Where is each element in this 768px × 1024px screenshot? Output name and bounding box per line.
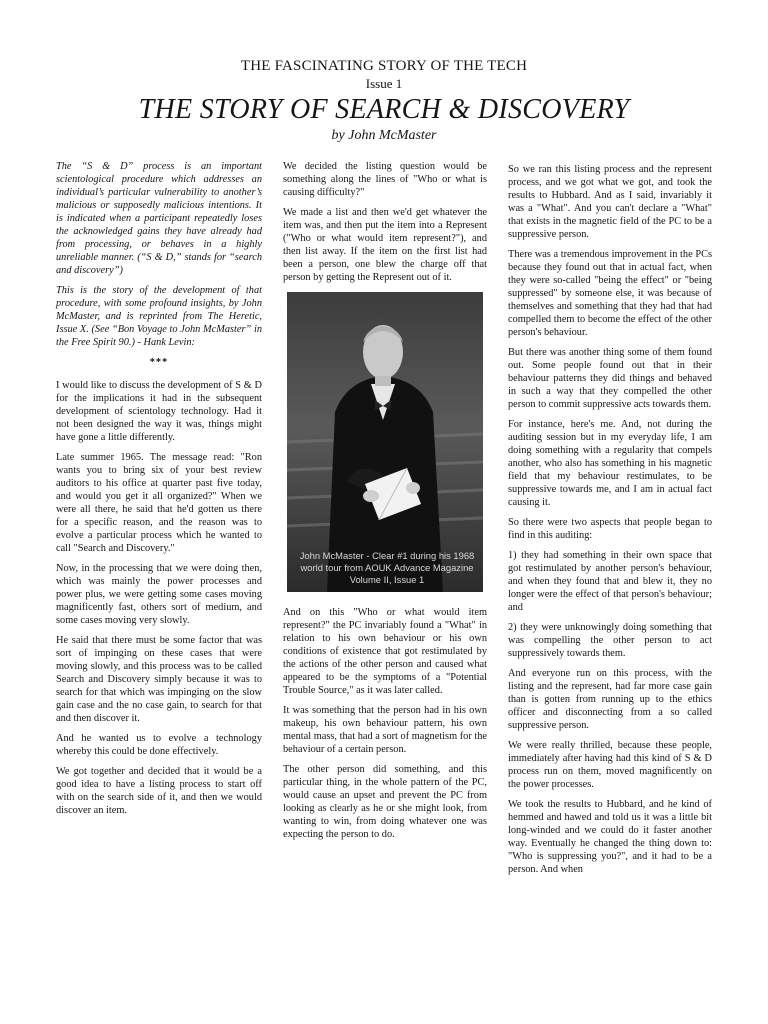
author-photo (287, 292, 483, 592)
paragraph: So we ran this listing process and the represent process, and we got what we got, and took the results to Hubbard. And as I said, invariably it was a "What". And you can't declare a "What" that exists in the magnetic field of the PC to be a suppressive person. (508, 164, 712, 240)
paragraph: There was a tremendous improvement in the PCs because they found out that in actual fact, when they were so-called "being the effect" or "being suppressed" by someone else, it was because of themselves and something that they had that had compelled them to become the effect of the other person's behaviour. (508, 249, 712, 338)
paragraph: And everyone run on this process, with the listing and the represent, had far more case gain than is gotten from running up to the ethics officer and disconnecting from a so called suppressive person. (508, 668, 712, 731)
paragraph: And on this "Who or what would item represent?" the PC invariably found a "What" in relation to his own behaviour or his own conditions of existence that got restimulated by the actions of the other person and caused what appeared to be the symptoms of a "Potential Trouble Source," as it was later called. (283, 607, 487, 696)
paragraph: We got together and decided that it would be a good idea to have a listing process to start off with on the search side of it, and then we would discover an item. (56, 766, 262, 816)
column-2 (283, 160, 487, 848)
intro-paragraph: The “S & D” process is an important scientological procedure which addresses an individual’s particular vulnerability to another’s malicious or supposedly malicious intentions. It is indicated when a participant repeatedly loses the acknowledged gains they have already had from processing, or behaves in a highly unreliable manner. (“S & D,” stands for “search and discovery”) (56, 161, 262, 276)
paragraph: He said that there must be some factor that was sort of impinging on these cases that were moving slowly, and this process was to be called Search and Discovery simply because it was to search for that which was impinging on the slow gain case and the no case gain, to search for that and then discover it. (56, 635, 262, 724)
paragraph: 1) they had something in their own space that got restimulated by another person's behaviour, and when they found that and blew it, they no longer were the effect of that person's behaviour; and (508, 550, 712, 613)
paragraph: The other person did something, and this particular thing, in the whole pattern of the PC, would cause an upset and prevent the PC from looking as clearly as he or she might look, from wanting to win, from doing whatever one was expecting the person to do. (283, 764, 487, 840)
paragraph: We made a list and then we'd get whatever the item was, and then put the item into a Represent ("Who or what would item represent?"), and then list away. If the item on the first list had been a person, one blew the charge off that person by getting the Represent out of it. (283, 207, 487, 283)
column-1 (56, 160, 262, 824)
issue-label: Issue 1 (365, 76, 403, 91)
paragraph: Late summer 1965. The message read: "Ron wants you to bring six of your best review auditors to his office at quarter past five today, and would you get it all organized?" When we were all there, he said that he'd gotten us there for a specific reason, and the reason was to evolve a particular process which he wanted to call "Search and Discovery." (56, 452, 262, 554)
paragraph: It was something that the person had in his own makeup, his own behaviour pattern, his own mental mass, that had a sort of magnetism for the behaviour of a certain person. (283, 705, 487, 755)
article-title: THE STORY OF SEARCH & DISCOVERY (138, 94, 630, 125)
photo-illustration (287, 292, 483, 592)
section-separator: *** (149, 357, 169, 368)
paragraph: And he wanted us to evolve a technology whereby this could be done effectively. (56, 733, 262, 757)
paragraph: But there was another thing some of them found out. Some people found out that in their behaviour patterns they did things and behaved in such a way that they compelled the other person to commit suppressive acts towards them. (508, 347, 712, 410)
paragraph: We were really thrilled, because these people, immediately after having had this kind of S & D process run on them, moved magnificently on the power processes. (508, 740, 712, 790)
paragraph: I would like to discuss the development of S & D for the implications it had in the subsequent development of scientology technology. Had it not been designed the way it was, things might have gone a little differently. (56, 380, 262, 443)
editor-note: This is the story of the development of that procedure, with some profound insights, by John McMaster, and is reprinted from The Heretic, Issue X. (See “Bon Voyage to John McMaster” in the Free Spirit 90.) - Hank Levin: (56, 285, 262, 348)
paragraph: We took the results to Hubbard, and he kind of hemmed and hawed and told us it was a little bit long-winded and we could do it faster another way. Eventually he changed the thing down to: "Who is suppressing you?", and it had to be a person. And when (508, 799, 712, 875)
paragraph: 2) they were unknowingly doing something that was compelling the other person to act suppressively towards them. (508, 622, 712, 659)
byline: by John McMaster (331, 128, 437, 143)
paragraph: So there were two aspects that people began to find in this auditing: (508, 517, 712, 541)
series-title: THE FASCINATING STORY OF THE TECH (240, 58, 528, 74)
paragraph: Now, in the processing that we were doing then, which was mainly the power processes and power plus, we were getting some cases moving magnificently fast, others sort of medium, and some cases moving very slowly. (56, 563, 262, 626)
column-3 (508, 163, 712, 883)
paragraph: For instance, here's me. And, not during the auditing session but in my everyday life, I am doing something with a regularity that compels another, who also has something in his magnetic field that my behaviour restimulates, to be suppressive towards me, and I am in actual fact causing it. (508, 419, 712, 508)
photo-caption: John McMaster - Clear #1 during his 1968 world tour from AOUK Advance Magazine Volume II, Issue 1 (299, 550, 475, 585)
paragraph: We decided the listing question would be something along the lines of "Who or what is causing difficulty?" (283, 161, 487, 198)
